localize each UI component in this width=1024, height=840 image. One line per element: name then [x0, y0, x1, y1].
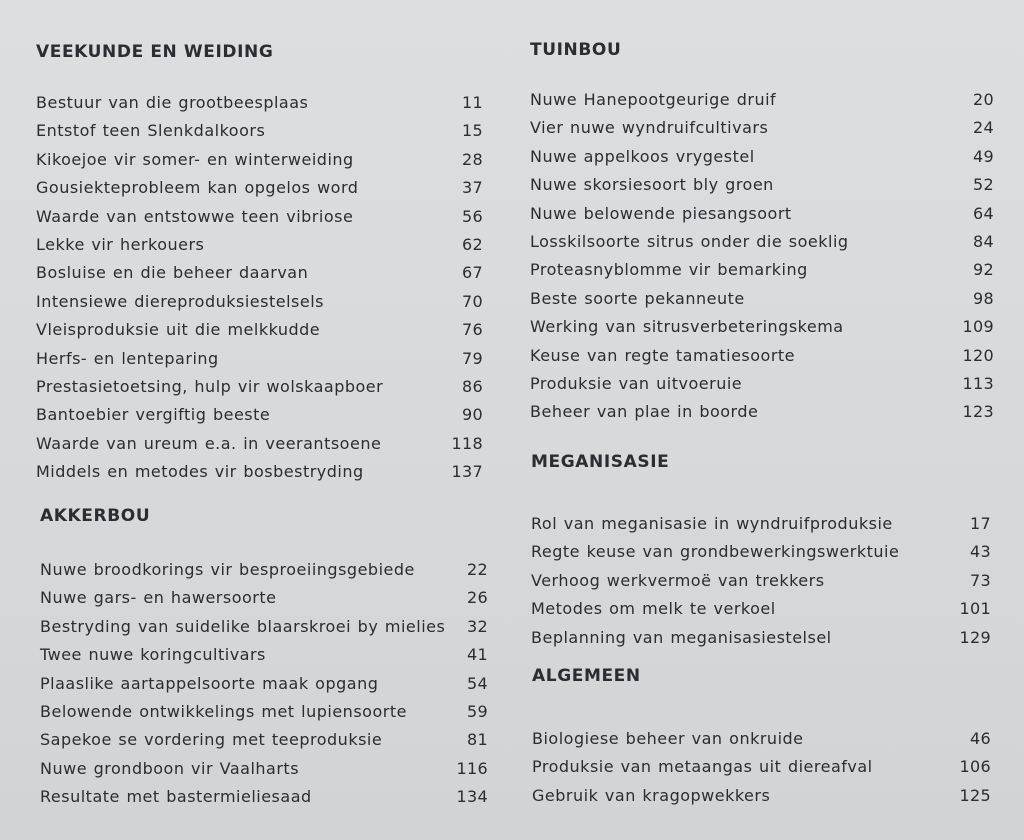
entry-page-number: 106: [959, 757, 991, 777]
entry-page-number: 22: [467, 560, 488, 579]
entry-title: Beplanning van meganisasiestelsel: [531, 627, 832, 647]
entry-page-number: 134: [456, 787, 488, 807]
entry-page-number: 62: [462, 234, 483, 254]
toc-entry: [530, 285, 994, 313]
entry-page-number: 32: [467, 616, 488, 636]
entry-list: [40, 556, 488, 812]
entry-page-number: 118: [451, 433, 483, 453]
entry-title: Plaaslike aartappelsoorte maak opgang: [40, 673, 379, 693]
entry-page-number: 49: [973, 146, 994, 166]
toc-entry: [530, 228, 994, 256]
toc-entry: [40, 726, 488, 754]
entry-page-number: 86: [462, 376, 483, 396]
entry-page-number: 41: [467, 645, 488, 665]
entry-page-number: 81: [467, 730, 488, 750]
section-meganisasie: [531, 450, 991, 652]
toc-entry: [531, 510, 991, 538]
entry-title: Gebruik van kragopwekkers: [532, 785, 771, 805]
entry-title: Bantoebier vergiftig beeste: [36, 405, 271, 425]
toc-entry: [532, 753, 991, 781]
toc-entry: [530, 114, 994, 142]
entry-page-number: 123: [962, 402, 994, 422]
toc-entry: [530, 342, 994, 370]
toc-entry: [36, 288, 483, 316]
entry-page-number: 64: [973, 203, 994, 223]
toc-entry: [36, 146, 483, 174]
toc-entry: [530, 143, 994, 171]
toc-entry: [532, 725, 991, 753]
entry-page-number: 79: [462, 348, 483, 368]
entry-page-number: 92: [973, 260, 994, 280]
toc-entry: [36, 345, 483, 373]
entry-title: Bosluise en die beheer daarvan: [36, 263, 309, 283]
entry-page-number: 59: [467, 701, 488, 721]
entry-title: Losskilsoorte sitrus onder die soeklig: [530, 231, 849, 251]
entry-page-number: 90: [462, 405, 483, 425]
entry-title: Nuwe broodkorings vir besproeiingsgebiede: [40, 560, 415, 579]
entry-page-number: 17: [970, 514, 991, 533]
toc-entry: [36, 259, 483, 287]
entry-page-number: 109: [962, 317, 994, 337]
toc-entry: [531, 538, 991, 566]
entry-page-number: 52: [973, 175, 994, 195]
toc-entry: [36, 316, 483, 344]
entry-page-number: 101: [959, 599, 991, 619]
entry-title: Prestasietoetsing, hulp vir wolskaapboer: [36, 376, 384, 396]
toc-entry: [36, 430, 483, 458]
toc-entry: [40, 670, 488, 698]
toc-entry: [36, 117, 483, 145]
entry-title: Werking van sitrusverbeteringskema: [530, 317, 844, 337]
toc-entry: [530, 200, 994, 228]
entry-title: Gousiekteprobleem kan opgelos word: [36, 178, 359, 198]
toc-entry: [36, 458, 483, 486]
toc-entry: [40, 755, 488, 783]
toc-entry: [530, 370, 994, 398]
entry-title: Rol van meganisasie in wyndruifproduksie: [531, 514, 893, 533]
entry-page-number: 28: [462, 149, 483, 169]
entry-title: Vier nuwe wyndruifcultivars: [530, 118, 769, 138]
entry-title: Regte keuse van grondbewerkingswerktuie: [531, 542, 900, 562]
entry-page-number: 120: [962, 345, 994, 365]
section-algemeen: [532, 664, 991, 810]
entry-page-number: 98: [973, 288, 994, 308]
section-heading: ALGEMEEN: [532, 666, 641, 686]
entry-page-number: 125: [959, 785, 991, 805]
toc-entry: [36, 401, 483, 429]
entry-title: Resultate met bastermieliesaad: [40, 787, 312, 807]
entry-page-number: 20: [973, 90, 994, 109]
entry-list: [531, 510, 991, 652]
section-heading: AKKERBOU: [40, 506, 151, 526]
entry-page-number: 26: [467, 588, 488, 608]
entry-page-number: 73: [970, 570, 991, 590]
toc-entry: [530, 256, 994, 284]
entry-title: Produksie van metaangas uit diereafval: [532, 757, 873, 777]
entry-title: Bestryding van suidelike blaarskroei by mielies: [40, 616, 446, 636]
entry-title: Nuwe skorsiesoort bly groen: [530, 175, 774, 195]
entry-title: Waarde van entstowwe teen vibriose: [36, 206, 354, 226]
entry-page-number: 11: [462, 93, 483, 112]
section-heading: TUINBOU: [530, 40, 622, 60]
entry-title: Waarde van ureum e.a. in veerantsoene: [36, 433, 382, 453]
entry-title: Beheer van plae in boorde: [530, 402, 759, 422]
toc-entry: [36, 174, 483, 202]
toc-entry: [531, 624, 991, 652]
entry-page-number: 54: [467, 673, 488, 693]
toc-entry: [532, 782, 991, 810]
entry-page-number: 84: [973, 231, 994, 251]
entry-title: Twee nuwe koringcultivars: [40, 645, 266, 665]
entry-title: Produksie van uitvoeruie: [530, 373, 743, 393]
toc-entry: [40, 783, 488, 811]
toc-entry: [36, 373, 483, 401]
entry-page-number: 37: [462, 178, 483, 198]
section-heading: MEGANISASIE: [531, 452, 670, 472]
toc-entry: [40, 613, 488, 641]
toc-entry: [36, 89, 483, 117]
section-akkerbou: [40, 504, 488, 812]
entry-page-number: 56: [462, 206, 483, 226]
entry-title: Keuse van regte tamatiesoorte: [530, 345, 796, 365]
entry-title: Metodes om melk te verkoel: [531, 599, 776, 619]
entry-page-number: 113: [962, 373, 994, 393]
entry-page-number: 15: [462, 121, 483, 141]
entry-title: Vleisproduksie uit die melkkudde: [36, 320, 321, 340]
entry-list: [532, 725, 991, 810]
entry-title: Middels en metodes vir bosbestryding: [36, 462, 364, 482]
entry-title: Nuwe appelkoos vrygestel: [530, 146, 755, 166]
toc-entry: [36, 231, 483, 259]
toc-entry: [530, 171, 994, 199]
entry-title: Entstof teen Slenkdalkoors: [36, 121, 266, 141]
entry-page-number: 67: [462, 263, 483, 283]
entry-title: Beste soorte pekanneute: [530, 288, 745, 308]
entry-title: Proteasnyblomme vir bemarking: [530, 260, 808, 280]
entry-page-number: 129: [959, 627, 991, 647]
entry-page-number: 70: [462, 291, 483, 311]
entry-title: Nuwe grondboon vir Vaalharts: [40, 758, 300, 778]
entry-page-number: 116: [456, 758, 488, 778]
toc-entry: [40, 556, 488, 584]
section-heading: VEEKUNDE EN WEIDING: [36, 42, 274, 62]
section-tuinbou: [530, 38, 994, 427]
entry-title: Kikoejoe vir somer- en winterweiding: [36, 149, 354, 169]
toc-entry: [40, 584, 488, 612]
entry-title: Lekke vir herkouers: [36, 234, 205, 254]
entry-title: Nuwe Hanepootgeurige druif: [530, 90, 777, 109]
section-veekunde-en-weiding: [36, 40, 483, 486]
toc-entry: [530, 86, 994, 114]
toc-entry: [531, 567, 991, 595]
toc-entry: [40, 698, 488, 726]
entry-title: Sapekoe se vordering met teeproduksie: [40, 730, 383, 750]
entry-list: [530, 86, 994, 427]
entry-title: Nuwe belowende piesangsoort: [530, 203, 792, 223]
toc-entry: [40, 641, 488, 669]
entry-page-number: 46: [970, 729, 991, 748]
entry-list: [36, 89, 483, 486]
entry-title: Herfs- en lenteparing: [36, 348, 219, 368]
entry-page-number: 76: [462, 320, 483, 340]
entry-title: Belowende ontwikkelings met lupiensoorte: [40, 701, 407, 721]
entry-title: Nuwe gars- en hawersoorte: [40, 588, 277, 608]
entry-page-number: 24: [973, 118, 994, 138]
toc-entry: [36, 203, 483, 231]
entry-page-number: 137: [451, 462, 483, 482]
entry-title: Biologiese beheer van onkruide: [532, 729, 804, 748]
entry-title: Bestuur van die grootbeesplaas: [36, 93, 309, 112]
entry-title: Intensiewe diereproduksiestelsels: [36, 291, 324, 311]
toc-entry: [530, 398, 994, 426]
toc-entry: [530, 313, 994, 341]
entry-page-number: 43: [970, 542, 991, 562]
entry-title: Verhoog werkvermoë van trekkers: [531, 570, 825, 590]
toc-entry: [531, 595, 991, 623]
